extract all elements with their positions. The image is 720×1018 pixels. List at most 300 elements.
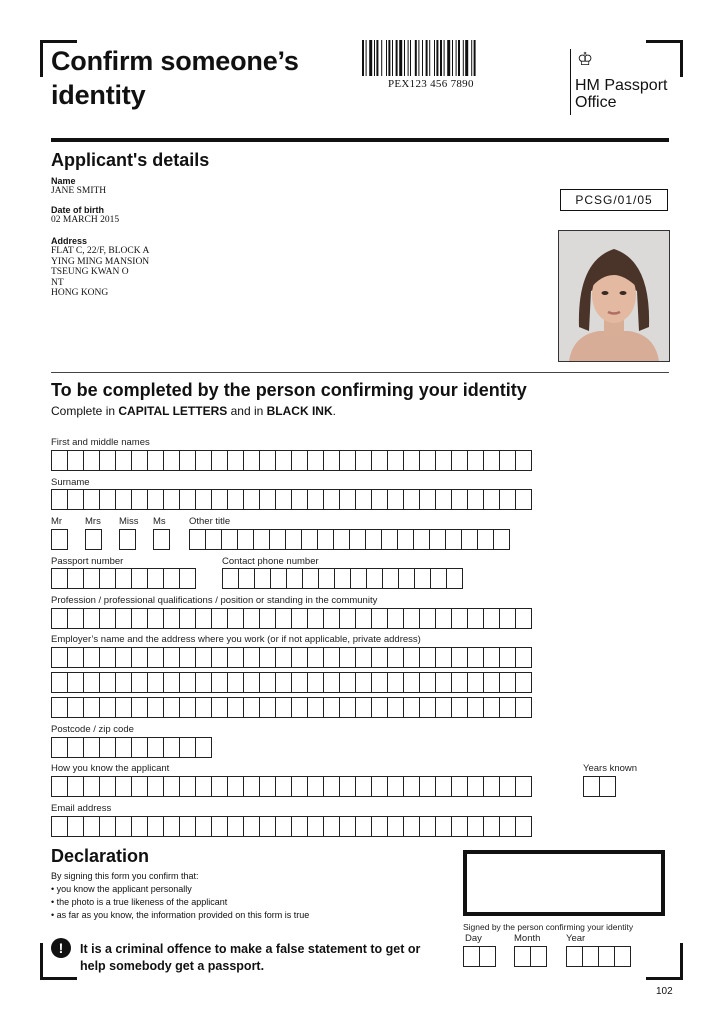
char-box[interactable] [387,647,404,668]
char-box[interactable] [419,672,436,693]
char-box[interactable] [461,529,478,550]
char-box[interactable] [227,608,244,629]
char-box[interactable] [451,489,468,510]
char-box[interactable] [147,568,164,589]
char-box[interactable] [307,489,324,510]
char-box[interactable] [147,489,164,510]
char-box[interactable] [227,450,244,471]
char-box[interactable] [243,776,260,797]
char-box[interactable] [99,737,116,758]
char-box[interactable] [259,816,276,837]
char-box[interactable] [83,816,100,837]
char-box[interactable] [323,489,340,510]
char-box[interactable] [483,489,500,510]
char-box[interactable] [51,608,68,629]
char-box[interactable] [387,776,404,797]
char-box[interactable] [85,529,102,550]
char-box[interactable] [403,450,420,471]
char-box[interactable] [371,647,388,668]
char-box[interactable] [115,672,132,693]
char-box[interactable] [51,489,68,510]
char-box[interactable] [131,647,148,668]
char-box[interactable] [403,776,420,797]
char-box[interactable] [371,816,388,837]
char-box[interactable] [403,672,420,693]
char-box[interactable] [398,568,415,589]
char-box[interactable] [387,816,404,837]
char-box[interactable] [163,816,180,837]
char-box[interactable] [195,608,212,629]
char-box[interactable] [451,776,468,797]
char-box[interactable] [131,450,148,471]
char-box[interactable] [291,672,308,693]
char-box[interactable] [355,697,372,718]
char-box[interactable] [349,529,366,550]
char-box[interactable] [115,737,132,758]
char-box[interactable] [419,816,436,837]
char-box[interactable] [99,647,116,668]
char-box[interactable] [243,816,260,837]
email-field[interactable] [51,816,531,837]
char-box[interactable] [499,816,516,837]
char-box[interactable] [259,647,276,668]
char-box[interactable] [227,489,244,510]
char-box[interactable] [339,672,356,693]
char-box[interactable] [115,489,132,510]
char-box[interactable] [419,608,436,629]
char-box[interactable] [307,608,324,629]
char-box[interactable] [339,450,356,471]
char-box[interactable] [467,672,484,693]
char-box[interactable] [147,672,164,693]
char-box[interactable] [333,529,350,550]
char-box[interactable] [414,568,431,589]
char-box[interactable] [243,489,260,510]
char-box[interactable] [467,489,484,510]
char-box[interactable] [222,568,239,589]
years-known-field[interactable] [583,776,615,797]
char-box[interactable] [307,450,324,471]
char-box[interactable] [99,489,116,510]
month-field[interactable] [514,946,546,967]
char-box[interactable] [371,672,388,693]
char-box[interactable] [275,647,292,668]
phone-field[interactable] [222,568,462,589]
char-box[interactable] [67,608,84,629]
char-box[interactable] [467,776,484,797]
char-box[interactable] [291,816,308,837]
char-box[interactable] [211,489,228,510]
char-box[interactable] [195,816,212,837]
char-box[interactable] [211,816,228,837]
char-box[interactable] [227,697,244,718]
char-box[interactable] [302,568,319,589]
day-field[interactable] [463,946,495,967]
char-box[interactable] [243,647,260,668]
char-box[interactable] [483,647,500,668]
char-box[interactable] [515,450,532,471]
char-box[interactable] [499,608,516,629]
char-box[interactable] [179,568,196,589]
char-box[interactable] [499,776,516,797]
char-box[interactable] [467,816,484,837]
char-box[interactable] [83,568,100,589]
char-box[interactable] [179,489,196,510]
employer-field-line-1[interactable] [51,647,531,668]
char-box[interactable] [67,672,84,693]
char-box[interactable] [195,489,212,510]
char-box[interactable] [339,697,356,718]
char-box[interactable] [83,450,100,471]
char-box[interactable] [463,946,480,967]
char-box[interactable] [189,529,206,550]
char-box[interactable] [67,450,84,471]
char-box[interactable] [259,672,276,693]
char-box[interactable] [499,697,516,718]
char-box[interactable] [515,816,532,837]
char-box[interactable] [582,946,599,967]
char-box[interactable] [163,672,180,693]
char-box[interactable] [614,946,631,967]
char-box[interactable] [115,776,132,797]
char-box[interactable] [115,450,132,471]
char-box[interactable] [483,697,500,718]
char-box[interactable] [131,776,148,797]
profession-field[interactable] [51,608,531,629]
char-box[interactable] [275,776,292,797]
char-box[interactable] [499,647,516,668]
char-box[interactable] [339,489,356,510]
title-mr-checkbox[interactable] [51,529,67,550]
char-box[interactable] [254,568,271,589]
char-box[interactable] [499,450,516,471]
char-box[interactable] [163,647,180,668]
char-box[interactable] [51,529,68,550]
char-box[interactable] [243,697,260,718]
char-box[interactable] [99,450,116,471]
signature-box[interactable] [463,850,665,916]
char-box[interactable] [51,647,68,668]
char-box[interactable] [403,608,420,629]
char-box[interactable] [334,568,351,589]
char-box[interactable] [339,647,356,668]
postcode-field[interactable] [51,737,211,758]
char-box[interactable] [599,776,616,797]
char-box[interactable] [323,608,340,629]
char-box[interactable] [371,450,388,471]
char-box[interactable] [243,608,260,629]
char-box[interactable] [179,816,196,837]
char-box[interactable] [221,529,238,550]
title-ms-checkbox[interactable] [153,529,169,550]
char-box[interactable] [483,672,500,693]
char-box[interactable] [163,608,180,629]
char-box[interactable] [275,608,292,629]
char-box[interactable] [147,816,164,837]
char-box[interactable] [237,529,254,550]
char-box[interactable] [179,697,196,718]
char-box[interactable] [515,647,532,668]
how-know-field[interactable] [51,776,531,797]
char-box[interactable] [515,672,532,693]
char-box[interactable] [211,647,228,668]
char-box[interactable] [259,697,276,718]
char-box[interactable] [413,529,430,550]
char-box[interactable] [499,489,516,510]
char-box[interactable] [227,776,244,797]
employer-field-line-2[interactable] [51,672,531,693]
char-box[interactable] [238,568,255,589]
char-box[interactable] [99,697,116,718]
passport-number-field[interactable] [51,568,195,589]
char-box[interactable] [67,568,84,589]
char-box[interactable] [387,697,404,718]
char-box[interactable] [275,489,292,510]
char-box[interactable] [435,608,452,629]
char-box[interactable] [163,737,180,758]
char-box[interactable] [323,776,340,797]
char-box[interactable] [483,450,500,471]
char-box[interactable] [483,776,500,797]
char-box[interactable] [514,946,531,967]
char-box[interactable] [163,489,180,510]
char-box[interactable] [83,737,100,758]
char-box[interactable] [131,737,148,758]
char-box[interactable] [291,489,308,510]
char-box[interactable] [147,697,164,718]
char-box[interactable] [83,672,100,693]
char-box[interactable] [451,608,468,629]
char-box[interactable] [403,647,420,668]
char-box[interactable] [115,816,132,837]
char-box[interactable] [51,776,68,797]
char-box[interactable] [131,608,148,629]
char-box[interactable] [51,568,68,589]
char-box[interactable] [243,672,260,693]
char-box[interactable] [355,489,372,510]
title-miss-checkbox[interactable] [119,529,135,550]
char-box[interactable] [403,697,420,718]
char-box[interactable] [67,697,84,718]
char-box[interactable] [419,489,436,510]
char-box[interactable] [259,608,276,629]
char-box[interactable] [307,697,324,718]
char-box[interactable] [435,450,452,471]
char-box[interactable] [451,450,468,471]
char-box[interactable] [259,450,276,471]
char-box[interactable] [477,529,494,550]
char-box[interactable] [323,816,340,837]
char-box[interactable] [387,608,404,629]
char-box[interactable] [227,816,244,837]
char-box[interactable] [365,529,382,550]
char-box[interactable] [307,647,324,668]
char-box[interactable] [483,608,500,629]
char-box[interactable] [211,697,228,718]
char-box[interactable] [355,450,372,471]
char-box[interactable] [429,529,446,550]
char-box[interactable] [211,776,228,797]
char-box[interactable] [211,450,228,471]
char-box[interactable] [131,816,148,837]
char-box[interactable] [291,697,308,718]
char-box[interactable] [163,450,180,471]
char-box[interactable] [515,608,532,629]
char-box[interactable] [530,946,547,967]
char-box[interactable] [318,568,335,589]
char-box[interactable] [435,816,452,837]
char-box[interactable] [147,450,164,471]
char-box[interactable] [115,647,132,668]
char-box[interactable] [451,816,468,837]
char-box[interactable] [99,672,116,693]
char-box[interactable] [131,489,148,510]
char-box[interactable] [67,737,84,758]
char-box[interactable] [275,450,292,471]
char-box[interactable] [147,647,164,668]
char-box[interactable] [270,568,287,589]
char-box[interactable] [451,672,468,693]
char-box[interactable] [387,450,404,471]
char-box[interactable] [259,776,276,797]
char-box[interactable] [195,776,212,797]
char-box[interactable] [451,647,468,668]
char-box[interactable] [307,816,324,837]
char-box[interactable] [83,697,100,718]
char-box[interactable] [67,647,84,668]
char-box[interactable] [350,568,367,589]
char-box[interactable] [515,776,532,797]
char-box[interactable] [493,529,510,550]
char-box[interactable] [317,529,334,550]
char-box[interactable] [51,697,68,718]
char-box[interactable] [147,776,164,797]
char-box[interactable] [419,776,436,797]
char-box[interactable] [366,568,383,589]
char-box[interactable] [355,816,372,837]
char-box[interactable] [339,608,356,629]
char-box[interactable] [99,608,116,629]
char-box[interactable] [195,450,212,471]
char-box[interactable] [323,697,340,718]
char-box[interactable] [99,568,116,589]
char-box[interactable] [397,529,414,550]
char-box[interactable] [211,672,228,693]
char-box[interactable] [285,529,302,550]
char-box[interactable] [179,672,196,693]
char-box[interactable] [291,647,308,668]
char-box[interactable] [205,529,222,550]
char-box[interactable] [598,946,615,967]
char-box[interactable] [371,697,388,718]
char-box[interactable] [83,608,100,629]
char-box[interactable] [99,776,116,797]
char-box[interactable] [286,568,303,589]
char-box[interactable] [371,776,388,797]
char-box[interactable] [301,529,318,550]
char-box[interactable] [147,737,164,758]
char-box[interactable] [163,697,180,718]
first-names-field[interactable] [51,450,531,471]
char-box[interactable] [419,647,436,668]
char-box[interactable] [67,489,84,510]
char-box[interactable] [371,608,388,629]
char-box[interactable] [195,737,212,758]
char-box[interactable] [339,816,356,837]
char-box[interactable] [435,776,452,797]
char-box[interactable] [467,697,484,718]
char-box[interactable] [179,737,196,758]
char-box[interactable] [51,672,68,693]
char-box[interactable] [419,697,436,718]
char-box[interactable] [307,776,324,797]
char-box[interactable] [131,568,148,589]
char-box[interactable] [99,816,116,837]
char-box[interactable] [445,529,462,550]
char-box[interactable] [435,647,452,668]
char-box[interactable] [67,776,84,797]
char-box[interactable] [67,816,84,837]
char-box[interactable] [275,816,292,837]
char-box[interactable] [467,647,484,668]
char-box[interactable] [275,697,292,718]
char-box[interactable] [467,608,484,629]
char-box[interactable] [371,489,388,510]
char-box[interactable] [430,568,447,589]
char-box[interactable] [483,816,500,837]
char-box[interactable] [451,697,468,718]
char-box[interactable] [131,697,148,718]
char-box[interactable] [355,647,372,668]
char-box[interactable] [51,816,68,837]
char-box[interactable] [253,529,270,550]
char-box[interactable] [355,608,372,629]
char-box[interactable] [83,647,100,668]
char-box[interactable] [119,529,136,550]
char-box[interactable] [153,529,170,550]
char-box[interactable] [179,647,196,668]
char-box[interactable] [403,816,420,837]
char-box[interactable] [131,672,148,693]
char-box[interactable] [115,568,132,589]
char-box[interactable] [259,489,276,510]
title-mrs-checkbox[interactable] [85,529,101,550]
char-box[interactable] [323,647,340,668]
char-box[interactable] [195,672,212,693]
char-box[interactable] [163,568,180,589]
char-box[interactable] [163,776,180,797]
char-box[interactable] [227,672,244,693]
char-box[interactable] [435,489,452,510]
char-box[interactable] [479,946,496,967]
char-box[interactable] [269,529,286,550]
char-box[interactable] [291,608,308,629]
char-box[interactable] [179,776,196,797]
other-title-field[interactable] [189,529,509,550]
employer-field-line-3[interactable] [51,697,531,718]
char-box[interactable] [381,529,398,550]
char-box[interactable] [147,608,164,629]
char-box[interactable] [115,608,132,629]
char-box[interactable] [355,776,372,797]
char-box[interactable] [243,450,260,471]
char-box[interactable] [323,672,340,693]
char-box[interactable] [467,450,484,471]
char-box[interactable] [499,672,516,693]
char-box[interactable] [387,489,404,510]
char-box[interactable] [515,697,532,718]
char-box[interactable] [323,450,340,471]
